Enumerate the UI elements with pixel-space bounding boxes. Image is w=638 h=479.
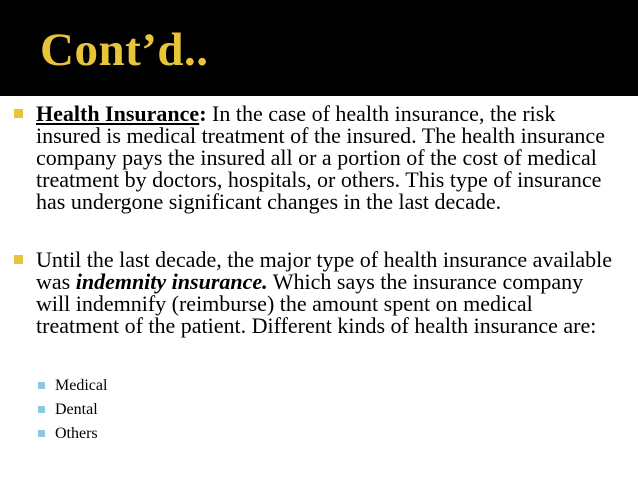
bullet-health-insurance [36,103,616,213]
square-sub-bullet-icon [38,406,45,413]
bullet-text-after: Which says the insurance company will indemnify (reimburse) the amount spent on medical treatment of the patient. Different kinds of health insurance are: [36,269,597,338]
title-bar [0,0,638,96]
bullet-emphasis: indemnity insurance. [75,269,268,294]
sub-bullet-others [55,425,98,443]
square-bullet-icon [14,255,23,264]
bullet-text-before: Until the last decade, the major type of health insurance available was [36,247,613,294]
bullet-lead-colon: : [199,101,207,126]
square-sub-bullet-icon [38,430,45,437]
sub-bullet-medical [55,377,107,395]
square-bullet-icon [14,109,23,118]
square-sub-bullet-icon [38,382,45,389]
sub-bullet-label: Medical [55,377,108,394]
bullet-text: In the case of health insurance, the risk insured is medical treatment of the insured. The health insurance company pays the insured all or a portion of the cost of medical treatment by doctors, hospitals, or others. This type of insurance has undergone significant changes in the last decade. [36,101,605,214]
sub-bullet-label: Dental [55,401,98,418]
slide-title: Cont’d.. [40,24,209,76]
bullet-lead-term: Health Insurance [36,101,200,126]
sub-bullet-dental [55,401,98,419]
sub-bullet-label: Others [55,425,98,442]
bullet-indemnity [36,249,616,337]
